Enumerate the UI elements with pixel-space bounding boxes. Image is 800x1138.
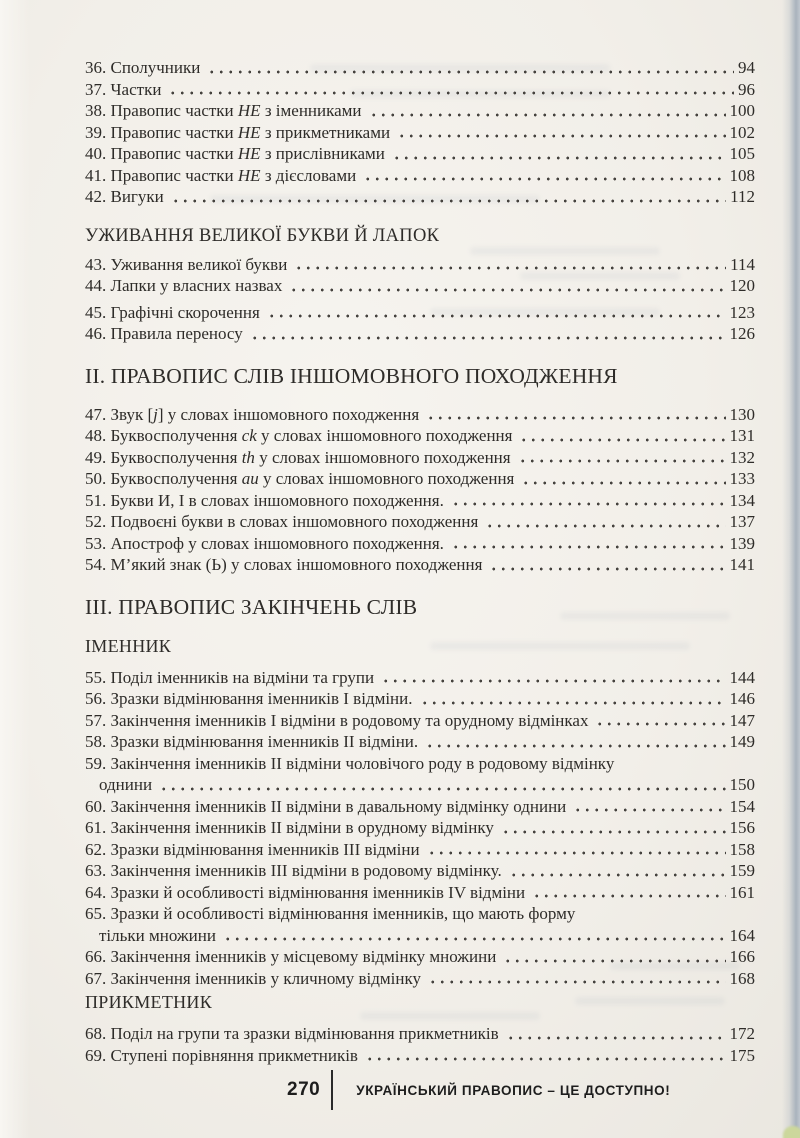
entry-page-number: 123 — [729, 302, 755, 322]
toc-entry-line — [85, 903, 755, 925]
toc-entry-line — [85, 404, 755, 426]
footer-divider — [331, 1070, 333, 1110]
toc-entry-line — [85, 100, 755, 122]
dot-leader — [420, 701, 726, 705]
toc-entry — [85, 731, 755, 753]
entry-title: 47. Звук [j] у словах іншомовного походження — [85, 404, 420, 424]
toc-entry — [85, 468, 755, 490]
entry-title: 64. Зразки й особливості відмінювання іменників ІV відміни — [85, 882, 526, 902]
dot-leader — [363, 177, 725, 181]
entry-page-number: 172 — [729, 1024, 755, 1043]
toc-entry-line — [85, 839, 755, 861]
entry-page-number: 120 — [729, 276, 755, 295]
entry-title: 36. Сполучники — [85, 58, 201, 77]
toc-entry — [85, 817, 755, 839]
entry-page-number: 158 — [729, 839, 755, 859]
dot-leader — [425, 744, 725, 748]
dot-leader — [506, 1036, 726, 1040]
dot-leader — [451, 502, 726, 506]
toc-entry-line — [85, 968, 755, 990]
next-page-corner — [783, 1126, 800, 1138]
entry-title: 38. Правопис частки НЕ з іменниками — [85, 101, 362, 120]
toc-entry — [85, 554, 755, 576]
entry-page-number: 108 — [729, 165, 755, 185]
entry-page-number: 141 — [729, 555, 755, 574]
toc-entry — [85, 796, 755, 818]
entry-page-number: 164 — [729, 925, 755, 945]
toc-entry — [85, 710, 755, 732]
entry-page-number: 139 — [729, 533, 755, 553]
toc-entry-line — [85, 57, 755, 79]
entry-page-number: 154 — [729, 796, 755, 816]
entry-page-number: 149 — [729, 732, 755, 751]
entry-page-number: 131 — [729, 426, 755, 445]
entry-page-number: 147 — [729, 710, 755, 730]
toc-entry-line — [85, 323, 755, 345]
entry-title: 55. Поділ іменників на відміни та групи — [85, 667, 375, 687]
dot-leader — [223, 937, 726, 941]
toc-entry-line — [85, 165, 755, 187]
entry-page-number: 168 — [729, 968, 755, 988]
toc-entry-line — [85, 143, 755, 165]
entry-page-number: 114 — [730, 254, 755, 274]
entry-title: 62. Зразки відмінювання іменників ІІІ відміни — [85, 839, 420, 859]
dot-leader — [519, 438, 725, 442]
entry-title: 67. Закінчення іменників у кличному відмінку — [85, 968, 421, 988]
entry-title: 46. Правила переносу — [85, 324, 243, 343]
entry-title: 54. М’який знак (Ь) у словах іншомовного походження — [85, 555, 483, 574]
dot-leader — [289, 288, 725, 292]
toc-entry-line — [85, 302, 755, 324]
toc-entry — [85, 533, 755, 555]
entry-page-number: 166 — [729, 947, 755, 966]
toc-entry-line — [85, 688, 755, 710]
dot-leader — [595, 722, 725, 726]
entry-page-number: 161 — [729, 882, 755, 902]
dot-leader — [365, 1057, 726, 1061]
page-edge-shadow — [782, 0, 800, 1138]
toc-entry — [85, 425, 755, 447]
dot-leader — [250, 336, 726, 340]
toc-entry-line — [85, 79, 755, 101]
toc-entry — [85, 404, 755, 426]
toc-entry-line — [85, 731, 755, 753]
dot-leader — [427, 851, 726, 855]
entry-title: 43. Уживання великої букви — [85, 254, 288, 274]
dot-leader — [489, 567, 725, 571]
entry-page-number: 146 — [729, 689, 755, 708]
toc-entry-line — [85, 254, 755, 276]
entry-page-number: 132 — [729, 447, 755, 467]
toc-entry-line — [85, 490, 755, 512]
page-number: 270 — [287, 1079, 321, 1100]
entry-title: 57. Закінчення іменників І відміни в родовому та орудному відмінках — [85, 710, 589, 730]
toc-entry — [85, 57, 755, 79]
toc-entry-line — [85, 774, 755, 796]
toc-entry — [85, 753, 755, 796]
entry-title: 39. Правопис частки НЕ з прикметниками — [85, 122, 391, 142]
entry-page-number: 156 — [729, 818, 755, 837]
toc-entry — [85, 688, 755, 710]
toc-entry — [85, 186, 755, 208]
toc-entry-line — [85, 511, 755, 533]
table-of-contents — [85, 57, 755, 1066]
toc-entry — [85, 946, 755, 968]
entry-title: 59. Закінчення іменників ІІ відміни чоловічого роду в родовому відмінку — [85, 753, 615, 773]
entry-title: 61. Закінчення іменників ІІ відміни в орудному відмінку — [85, 818, 494, 837]
entry-title: 49. Буквосполучення th у словах іншомовного походження — [85, 447, 511, 467]
dot-leader — [397, 134, 725, 138]
entry-title: 50. Буквосполучення au у словах іншомовного походження — [85, 469, 515, 488]
toc-entry-line — [85, 925, 755, 947]
dot-leader — [428, 980, 726, 984]
entry-title-continuation: однини — [99, 775, 153, 794]
entry-title: 37. Частки — [85, 79, 162, 99]
entry-title: 56. Зразки відмінювання іменників І відміни. — [85, 689, 413, 708]
toc-entry — [85, 968, 755, 990]
toc-heading: УЖИВАННЯ ВЕЛИКОЇ БУКВИ Й ЛАПОК — [85, 225, 440, 246]
toc-entry — [85, 122, 755, 144]
entry-title: 45. Графічні скорочення — [85, 302, 260, 322]
entry-title: 42. Вигуки — [85, 187, 164, 206]
dot-leader — [267, 314, 726, 318]
dot-leader — [294, 266, 726, 270]
toc-heading: ІМЕННИК — [85, 635, 172, 656]
toc-entry-line — [85, 882, 755, 904]
toc-entry-line — [85, 533, 755, 555]
entry-page-number: 126 — [729, 324, 755, 343]
toc-entry — [85, 490, 755, 512]
entry-title: 53. Апостроф у словах іншомовного походження. — [85, 533, 444, 553]
entry-title: 63. Закінчення іменників ІІІ відміни в родовому відмінку. — [85, 861, 502, 880]
toc-entry-line — [85, 710, 755, 732]
dot-leader — [532, 894, 725, 898]
dot-leader — [207, 70, 734, 74]
entry-title: 51. Букви И, І в словах іншомовного походження. — [85, 490, 444, 510]
toc-entry-line — [85, 860, 755, 882]
toc-entry — [85, 1023, 755, 1045]
dot-leader — [509, 873, 726, 877]
entry-page-number: 100 — [729, 101, 755, 120]
toc-heading: ПРИКМЕТНИК — [85, 992, 213, 1012]
entry-page-number: 130 — [729, 404, 755, 424]
toc-entry — [85, 100, 755, 122]
dot-leader — [521, 481, 725, 485]
toc-entry — [85, 1045, 755, 1067]
dot-leader — [159, 787, 725, 791]
toc-entry-line — [85, 554, 755, 576]
toc-entry-line — [85, 275, 755, 297]
toc-entry-line — [85, 1023, 755, 1045]
toc-heading: II. ПРАВОПИС СЛІВ ІНШОМОВНОГО ПОХОДЖЕННЯ — [85, 363, 618, 388]
entry-title: 52. Подвоєні букви в словах іншомовного походження — [85, 512, 479, 531]
dot-leader — [485, 524, 725, 528]
dot-leader — [573, 808, 725, 812]
entry-title: 60. Закінчення іменників ІІ відміни в давальному відмінку однини — [85, 796, 567, 816]
toc-heading: III. ПРАВОПИС ЗАКІНЧЕНЬ СЛІВ — [85, 594, 418, 619]
dot-leader — [426, 416, 725, 420]
entry-page-number: 96 — [738, 79, 755, 99]
entry-title: 65. Зразки й особливості відмінювання іменників, що мають форму — [85, 904, 576, 923]
entry-title: 69. Ступені порівняння прикметників — [85, 1045, 358, 1065]
entry-title: 58. Зразки відмінювання іменників ІІ відміни. — [85, 732, 419, 751]
toc-entry-line — [85, 753, 755, 775]
entry-title: 40. Правопис частки НЕ з прислівниками — [85, 144, 385, 163]
book-title: УКРАЇНСЬКИЙ ПРАВОПИС – ЦЕ ДОСТУПНО! — [356, 1082, 671, 1098]
entry-title: 44. Лапки у власних назвах — [85, 276, 283, 295]
toc-entry-line — [85, 186, 755, 208]
toc-entry — [85, 254, 755, 276]
dot-leader — [518, 459, 726, 463]
toc-entry — [85, 275, 755, 297]
entry-title-continuation: тільки множини — [99, 925, 216, 945]
entry-page-number: 102 — [729, 122, 755, 142]
toc-entry-line — [85, 447, 755, 469]
dot-leader — [392, 156, 726, 160]
dot-leader — [171, 199, 726, 203]
toc-entry-line — [85, 817, 755, 839]
entry-page-number: 134 — [729, 490, 755, 510]
toc-entry — [85, 667, 755, 689]
toc-entry-line — [85, 425, 755, 447]
toc-entry — [85, 165, 755, 187]
entry-page-number: 133 — [729, 469, 755, 488]
toc-entry-line — [85, 122, 755, 144]
entry-title: 66. Закінчення іменників у місцевому відмінку множини — [85, 947, 497, 966]
toc-entry — [85, 860, 755, 882]
dot-leader — [369, 113, 726, 117]
entry-page-number: 137 — [729, 512, 755, 531]
entry-title: 68. Поділ на групи та зразки відмінювання прикметників — [85, 1024, 499, 1043]
entry-page-number: 159 — [729, 861, 755, 880]
entry-page-number: 144 — [729, 667, 755, 687]
entry-page-number: 150 — [729, 775, 755, 794]
toc-entry — [85, 882, 755, 904]
toc-entry-line — [85, 667, 755, 689]
entry-title: 41. Правопис частки НЕ з дієсловами — [85, 165, 357, 185]
toc-entry-line — [85, 1045, 755, 1067]
toc-entry — [85, 511, 755, 533]
dot-leader — [451, 545, 726, 549]
toc-entry-line — [85, 946, 755, 968]
entry-page-number: 175 — [729, 1045, 755, 1065]
dot-leader — [503, 959, 725, 963]
page-left-edge — [0, 0, 30, 1138]
dot-leader — [501, 830, 726, 834]
toc-entry — [85, 79, 755, 101]
toc-entry — [85, 903, 755, 946]
entry-page-number: 94 — [738, 58, 755, 77]
dot-leader — [168, 91, 734, 95]
toc-entry-line — [85, 796, 755, 818]
toc-entry — [85, 143, 755, 165]
toc-entry — [85, 839, 755, 861]
entry-title: 48. Буквосполучення ck у словах іншомовного походження — [85, 426, 513, 445]
dot-leader — [381, 679, 725, 683]
toc-entry — [85, 302, 755, 324]
toc-entry — [85, 447, 755, 469]
toc-entry — [85, 323, 755, 345]
page-footer — [287, 1068, 670, 1112]
entry-page-number: 105 — [729, 144, 755, 163]
entry-page-number: 112 — [730, 187, 755, 206]
toc-entry-line — [85, 468, 755, 490]
